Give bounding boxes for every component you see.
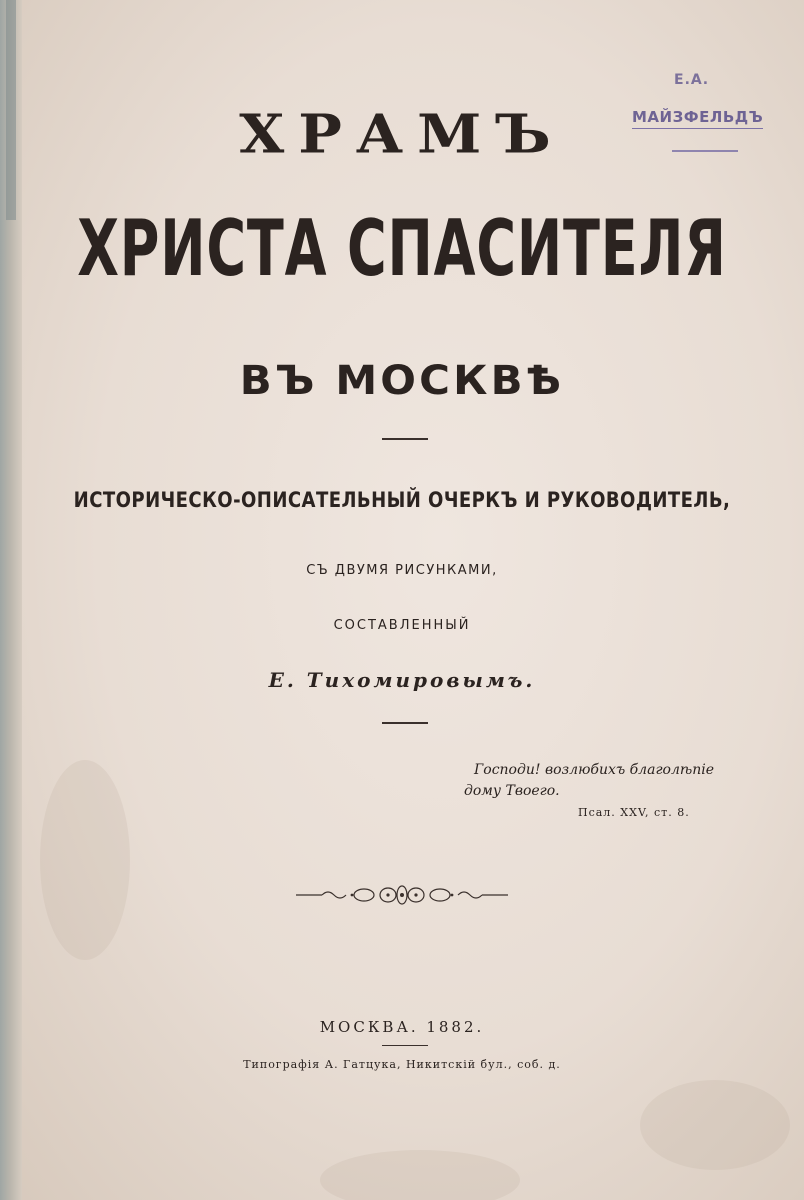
subtitle-illustrations: СЪ ДВУМЯ РИСУНКАМИ,	[306, 563, 498, 578]
epigraph-line-1: Господи! возлюбихъ благолѣпіе	[474, 762, 714, 778]
paper-stain	[640, 1080, 790, 1170]
stamp-name: МАЙЗФЕЛЬДЪ	[632, 108, 763, 129]
divider-rule	[382, 1045, 428, 1046]
imprint-press: Типографія А. Гатцука, Никитскій бул., соб. д.	[243, 1058, 561, 1071]
stamp-initials: Е.А.	[674, 72, 710, 88]
title-line-2: ХРИСТА СПАСИТЕЛЯ	[77, 203, 727, 294]
paper-stain	[40, 760, 130, 960]
divider-rule	[382, 722, 428, 724]
epigraph-line-2: дому Твоего.	[464, 783, 560, 799]
title-line-3: ВЪ МОСКВѢ	[239, 358, 565, 404]
paper-stain	[320, 1150, 520, 1200]
epigraph-source: Псал. XXV, ст. 8.	[578, 806, 690, 819]
author-name: Е. Тихомировымъ.	[268, 668, 536, 692]
subtitle-compiled: СОСТАВЛЕННЫЙ	[333, 618, 471, 633]
subtitle-description: ИСТОРИЧЕСКО-ОПИСАТЕЛЬНЫЙ ОЧЕРКЪ И РУКОВОДИТЕЛЬ,	[73, 488, 731, 512]
decorative-ornament	[292, 880, 512, 910]
imprint-city-year: МОСКВА. 1882.	[319, 1018, 485, 1036]
divider-rule	[382, 438, 428, 440]
title-line-1: ХРАМЪ	[239, 102, 565, 166]
